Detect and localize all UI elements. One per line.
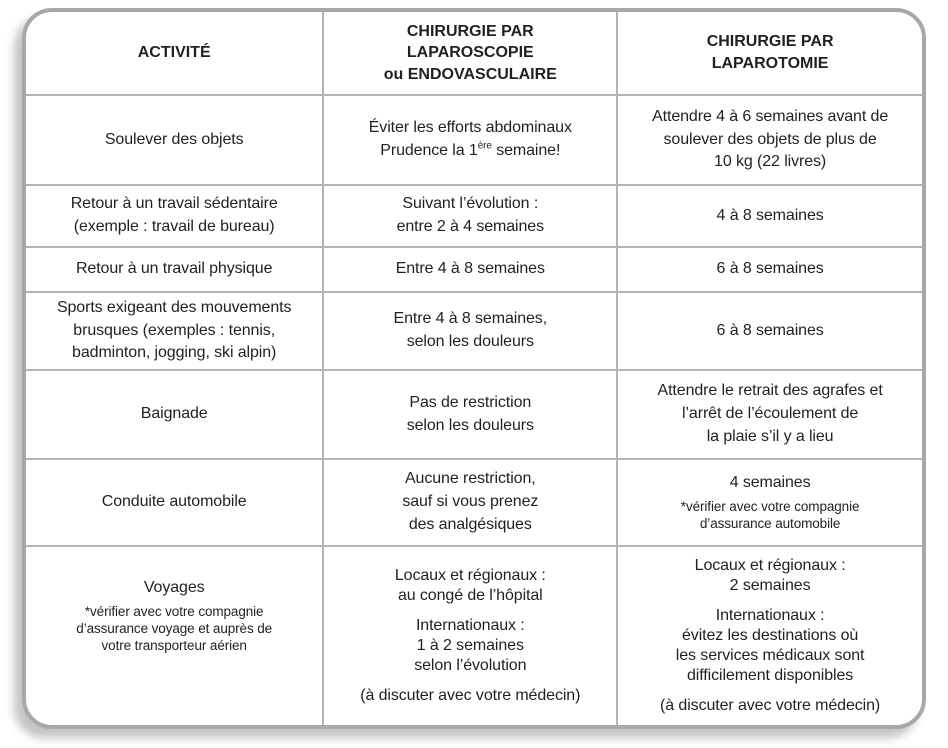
header-laparotomie: CHIRURGIE PAR LAPAROTOMIE: [618, 12, 922, 96]
cell-voyages-activity: [26, 547, 324, 725]
advice-text-post: semaine!: [491, 142, 561, 159]
table-grid: [26, 12, 922, 725]
cell-travail-sedentaire-laparotomie: 4 à 8 semaines: [618, 186, 922, 248]
cell-sports-activity: Sports exigeant des mouvements brusques (exemples : tennis, badminton, jogging, ski alpin): [26, 293, 324, 371]
cell-baignade-laparotomie: Attendre le retrait des agrafes et l’arrêt de l’écoulement de la plaie s’il y a lieu: [618, 371, 922, 460]
international-travel-advice: Internationaux : évitez les destinations où les services médicaux sont difficilement disponibles: [675, 606, 865, 685]
cell-soulever-laparoscopie: [324, 96, 618, 186]
cell-voyages-laparoscopie: [324, 547, 618, 725]
activity-label: Voyages: [143, 579, 205, 597]
local-travel-advice: Locaux et régionaux : 2 semaines: [694, 556, 846, 595]
cell-conduite-activity: Conduite automobile: [26, 460, 324, 547]
advice-line: Éviter les efforts abdominaux: [368, 119, 572, 137]
cell-travail-physique-activity: Retour à un travail physique: [26, 248, 324, 293]
recovery-guidelines-table: [22, 8, 926, 729]
cell-conduite-laparotomie: [618, 460, 922, 547]
international-travel-advice: Internationaux : 1 à 2 semaines selon l’évolution: [414, 616, 527, 675]
cell-soulever-activity: Soulever des objets: [26, 96, 324, 186]
cell-baignade-laparoscopie: Pas de restriction selon les douleurs: [324, 371, 618, 460]
header-activity: ACTIVITÉ: [26, 12, 324, 96]
cell-sports-laparoscopie: Entre 4 à 8 semaines, selon les douleurs: [324, 293, 618, 371]
doctor-discussion-note: (à discuter avec votre médecin): [360, 686, 581, 704]
duration-text: 4 semaines: [729, 474, 811, 492]
advice-line: [380, 140, 560, 163]
insurance-note: *vérifier avec votre compagnie d’assurance automobile: [680, 499, 860, 532]
cell-travail-sedentaire-activity: Retour à un travail sédentaire (exemple : travail de bureau): [26, 186, 324, 248]
local-travel-advice: Locaux et régionaux : au congé de l’hôpital: [394, 567, 546, 605]
cell-travail-physique-laparoscopie: Entre 4 à 8 semaines: [324, 248, 618, 293]
cell-soulever-laparotomie: Attendre 4 à 6 semaines avant de soulever des objets de plus de 10 kg (22 livres): [618, 96, 922, 186]
advice-text-pre: Prudence la 1: [380, 142, 478, 159]
travel-insurance-note: *vérifier avec votre compagnie d’assurance voyage et auprès de votre transporteur aérien: [76, 603, 273, 654]
cell-travail-sedentaire-laparoscopie: Suivant l’évolution : entre 2 à 4 semaines: [324, 186, 618, 248]
cell-voyages-laparotomie: [618, 547, 922, 725]
header-laparoscopie: CHIRURGIE PAR LAPAROSCOPIE ou ENDOVASCULAIRE: [324, 12, 618, 96]
cell-conduite-laparoscopie: Aucune restriction, sauf si vous prenez des analgésiques: [324, 460, 618, 547]
ordinal-superscript: ère: [477, 140, 492, 152]
cell-baignade-activity: Baignade: [26, 371, 324, 460]
cell-travail-physique-laparotomie: 6 à 8 semaines: [618, 248, 922, 293]
cell-sports-laparotomie: 6 à 8 semaines: [618, 293, 922, 371]
doctor-discussion-note: (à discuter avec votre médecin): [660, 696, 881, 714]
